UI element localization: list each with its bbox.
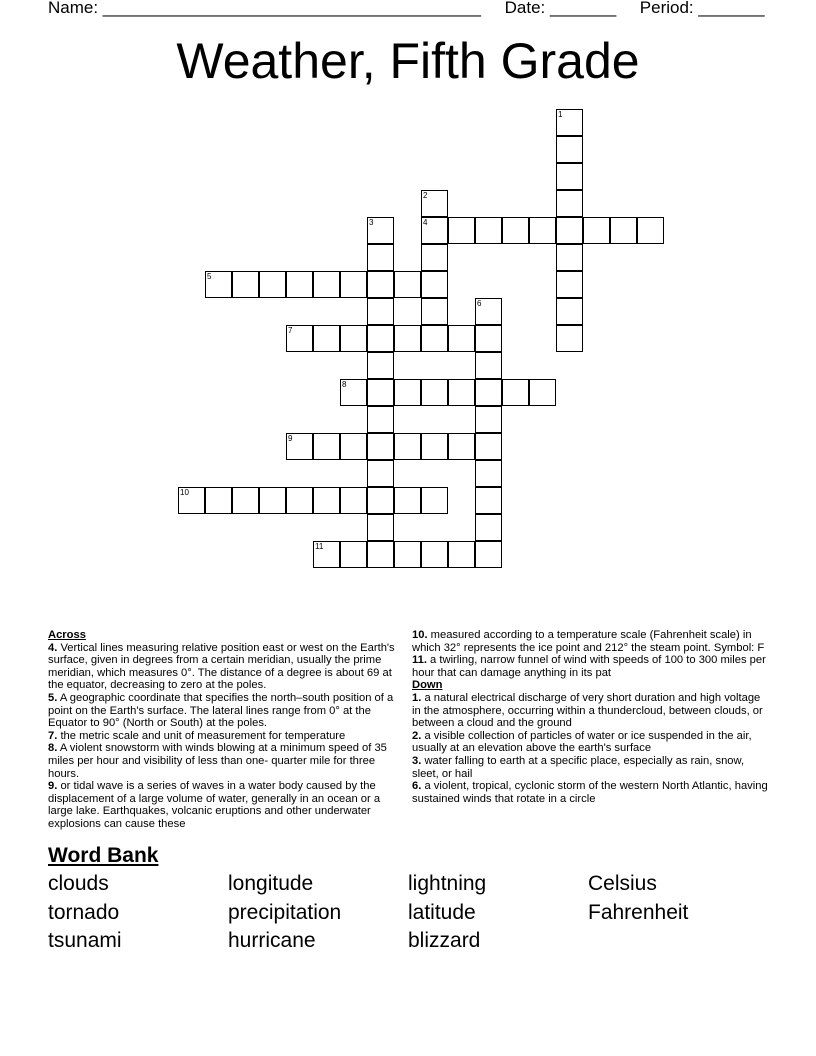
grid-cell[interactable]: [475, 460, 502, 487]
clues-column-right: [412, 629, 768, 805]
grid-cell[interactable]: [421, 217, 448, 244]
clue-number: 7: [288, 326, 293, 335]
grid-cell[interactable]: [394, 271, 421, 298]
grid-cell[interactable]: [340, 487, 367, 514]
clue: [48, 642, 408, 692]
grid-cell[interactable]: [556, 325, 583, 352]
clue: [412, 692, 768, 730]
clue-number: 9: [288, 434, 293, 443]
clue-number-label: 10.: [412, 629, 428, 641]
grid-cell[interactable]: [367, 541, 394, 568]
clue: [48, 780, 408, 830]
grid-cell[interactable]: [502, 379, 529, 406]
clue-text: the metric scale and unit of measurement for temperature: [57, 729, 346, 742]
grid-cell[interactable]: [394, 433, 421, 460]
grid-cell[interactable]: [367, 217, 394, 244]
clue-number-label: 9.: [48, 780, 58, 793]
grid-cell[interactable]: [394, 325, 421, 352]
grid-cell[interactable]: [529, 379, 556, 406]
clue-number-label: 1.: [412, 691, 422, 704]
word-bank: [48, 872, 768, 958]
grid-cell[interactable]: [367, 352, 394, 379]
across-heading: Across: [48, 629, 86, 641]
word-bank-item: lightning: [408, 872, 487, 895]
clue-number: 2: [423, 191, 428, 200]
grid-cell[interactable]: [367, 298, 394, 325]
grid-cell[interactable]: [367, 514, 394, 541]
across-clue-list-continued: [412, 629, 768, 679]
grid-cell[interactable]: [556, 109, 583, 136]
clue-text: a violent, tropical, cyclonic storm of the western North Atlantic, having sustained winds that rotate in a circle: [412, 780, 768, 805]
grid-cell[interactable]: [232, 487, 259, 514]
clue-text: A violent snowstorm with winds blowing at a minimum speed of 35 miles per hour and visibility of less than one- quarter mile for three hours.: [48, 742, 387, 780]
clue-text: measured according to a temperature scale (Fahrenheit scale) in which 32° represents the ice point and 212° the steam point. Symbol: F: [412, 629, 765, 654]
grid-cell[interactable]: [259, 271, 286, 298]
word-bank-item: Fahrenheit: [588, 900, 689, 924]
grid-cell[interactable]: [475, 514, 502, 541]
clue-number: 11: [315, 542, 324, 551]
grid-cell[interactable]: [556, 163, 583, 190]
grid-cell[interactable]: [286, 271, 313, 298]
grid-cell[interactable]: [610, 217, 637, 244]
clue-text: a twirling, narrow funnel of wind with speeds of 100 to 300 miles per hour that can damage anything in its pat: [412, 654, 766, 679]
grid-cell[interactable]: [313, 433, 340, 460]
clue-text: a visible collection of particles of water or ice suspended in the air, usually at an elevation above the earth's surface: [412, 729, 752, 755]
clue-text: or tidal wave is a series of waves in a water body caused by the displacement of a large volume of water, generally in an ocean or a large lake. Earthquakes, volcanic eruptions and other underwater explosions can cause these: [48, 780, 381, 830]
grid-cell[interactable]: [313, 325, 340, 352]
grid-cell[interactable]: [421, 433, 448, 460]
grid-cell[interactable]: [259, 487, 286, 514]
clue-text: a natural electrical discharge of very short duration and high voltage in the atmosphere, occurring within a thundercloud, between clouds, or between a cloud and the ground: [412, 691, 763, 730]
grid-cell[interactable]: [313, 487, 340, 514]
grid-cell[interactable]: [340, 271, 367, 298]
grid-cell[interactable]: [286, 433, 313, 460]
grid-cell[interactable]: [367, 244, 394, 271]
grid-cell[interactable]: [421, 244, 448, 271]
clue-number: 5: [207, 272, 212, 281]
grid-cell[interactable]: [475, 433, 502, 460]
clue: [48, 692, 408, 730]
clue-number: 10: [180, 488, 189, 497]
clue-number-label: 7.: [48, 729, 58, 742]
clue: [412, 755, 768, 780]
grid-cell[interactable]: [340, 541, 367, 568]
grid-cell[interactable]: [421, 541, 448, 568]
clue: [412, 730, 768, 755]
clue: [412, 629, 768, 654]
grid-cell[interactable]: [205, 487, 232, 514]
grid-cell[interactable]: [529, 217, 556, 244]
grid-cell[interactable]: [475, 352, 502, 379]
clue-text: Vertical lines measuring relative position east or west on the Earth's surface, given in degrees from a certain meridian, usually the prime meridian, which measures 0°. The distance of a degree is about 69 at the equator, decreasing to zero at the poles.: [48, 641, 395, 692]
word-bank-title: Word Bank: [48, 844, 159, 867]
grid-cell[interactable]: [367, 325, 394, 352]
grid-cell[interactable]: [367, 487, 394, 514]
grid-cell[interactable]: [448, 217, 475, 244]
grid-cell[interactable]: [394, 541, 421, 568]
clue-number-label: 5.: [48, 691, 58, 704]
grid-cell[interactable]: [421, 298, 448, 325]
down-heading: Down: [412, 679, 443, 692]
grid-cell[interactable]: [421, 271, 448, 298]
grid-cell[interactable]: [394, 379, 421, 406]
clue-number-label: 3.: [412, 754, 422, 767]
grid-cell[interactable]: [340, 325, 367, 352]
clue: [48, 742, 408, 780]
grid-cell[interactable]: [367, 460, 394, 487]
word-bank-item: Celsius: [588, 872, 657, 895]
clue: [412, 780, 768, 805]
word-bank-item: longitude: [228, 872, 314, 895]
grid-cell[interactable]: [286, 487, 313, 514]
grid-cell[interactable]: [502, 217, 529, 244]
clue-number-label: 6.: [412, 780, 422, 793]
grid-cell[interactable]: [475, 541, 502, 568]
grid-cell[interactable]: [475, 379, 502, 406]
word-bank-item: hurricane: [228, 929, 316, 952]
clue: [48, 730, 408, 743]
grid-cell[interactable]: [394, 487, 421, 514]
grid-cell[interactable]: [421, 487, 448, 514]
grid-cell[interactable]: [367, 271, 394, 298]
grid-cell[interactable]: [583, 217, 610, 244]
grid-cell[interactable]: [556, 271, 583, 298]
grid-cell[interactable]: [475, 406, 502, 433]
grid-cell[interactable]: [286, 325, 313, 352]
grid-cell[interactable]: [448, 541, 475, 568]
grid-cell[interactable]: [475, 487, 502, 514]
clue-number-label: 2.: [412, 729, 422, 742]
grid-cell[interactable]: [340, 433, 367, 460]
clue-number: 8: [342, 380, 347, 389]
grid-cell[interactable]: [178, 487, 205, 514]
grid-cell[interactable]: [637, 217, 664, 244]
clue: [412, 654, 768, 679]
grid-cell[interactable]: [421, 190, 448, 217]
period-field[interactable]: Period: _______: [639, 0, 765, 17]
grid-cell[interactable]: [556, 244, 583, 271]
clues-column-left: [48, 629, 408, 831]
word-bank-item: clouds: [48, 872, 109, 895]
grid-cell[interactable]: [313, 271, 340, 298]
grid-cell[interactable]: [421, 325, 448, 352]
grid-cell[interactable]: [556, 190, 583, 217]
clue-number-label: 8.: [48, 742, 58, 755]
clue-text: water falling to earth at a specific place, especially as rain, snow, sleet, or hail: [412, 754, 745, 780]
word-bank-item: precipitation: [228, 900, 342, 924]
clue-number: 3: [369, 218, 374, 227]
clue-number-label: 4.: [48, 641, 58, 654]
grid-cell[interactable]: [475, 217, 502, 244]
page-title: Weather, Fifth Grade: [176, 33, 640, 89]
down-clue-list: [412, 692, 768, 805]
word-bank-item: latitude: [408, 900, 476, 924]
grid-cell[interactable]: [367, 433, 394, 460]
clue-number-label: 11.: [412, 654, 427, 667]
grid-cell[interactable]: [340, 379, 367, 406]
grid-cell[interactable]: [448, 325, 475, 352]
name-field[interactable]: Name: ________________________________________: [48, 0, 481, 17]
word-bank-item: tornado: [48, 900, 120, 924]
clue-number: 6: [477, 299, 482, 308]
grid-cell[interactable]: [421, 379, 448, 406]
grid-cell[interactable]: [232, 271, 259, 298]
grid-cell[interactable]: [367, 406, 394, 433]
grid-cell[interactable]: [475, 298, 502, 325]
across-clue-list: [48, 642, 408, 831]
grid-cell[interactable]: [313, 541, 340, 568]
clue-text: A geographic coordinate that specifies the north–south position of a point on the Earth's surface. The lateral lines range from 0° at the Equator to 90° (North or South) at the poles.: [48, 691, 394, 730]
grid-cell[interactable]: [556, 217, 583, 244]
grid-cell[interactable]: [475, 325, 502, 352]
grid-cell[interactable]: [448, 433, 475, 460]
word-bank-item: tsunami: [48, 929, 122, 952]
grid-cell[interactable]: [205, 271, 232, 298]
clue-number: 4: [423, 218, 428, 227]
grid-cell[interactable]: [448, 379, 475, 406]
grid-cell[interactable]: [556, 298, 583, 325]
word-bank-item: blizzard: [408, 929, 481, 952]
clue-number: 1: [558, 110, 563, 119]
grid-cell[interactable]: [367, 379, 394, 406]
date-field[interactable]: Date: _______: [504, 0, 617, 17]
grid-cell[interactable]: [556, 136, 583, 163]
